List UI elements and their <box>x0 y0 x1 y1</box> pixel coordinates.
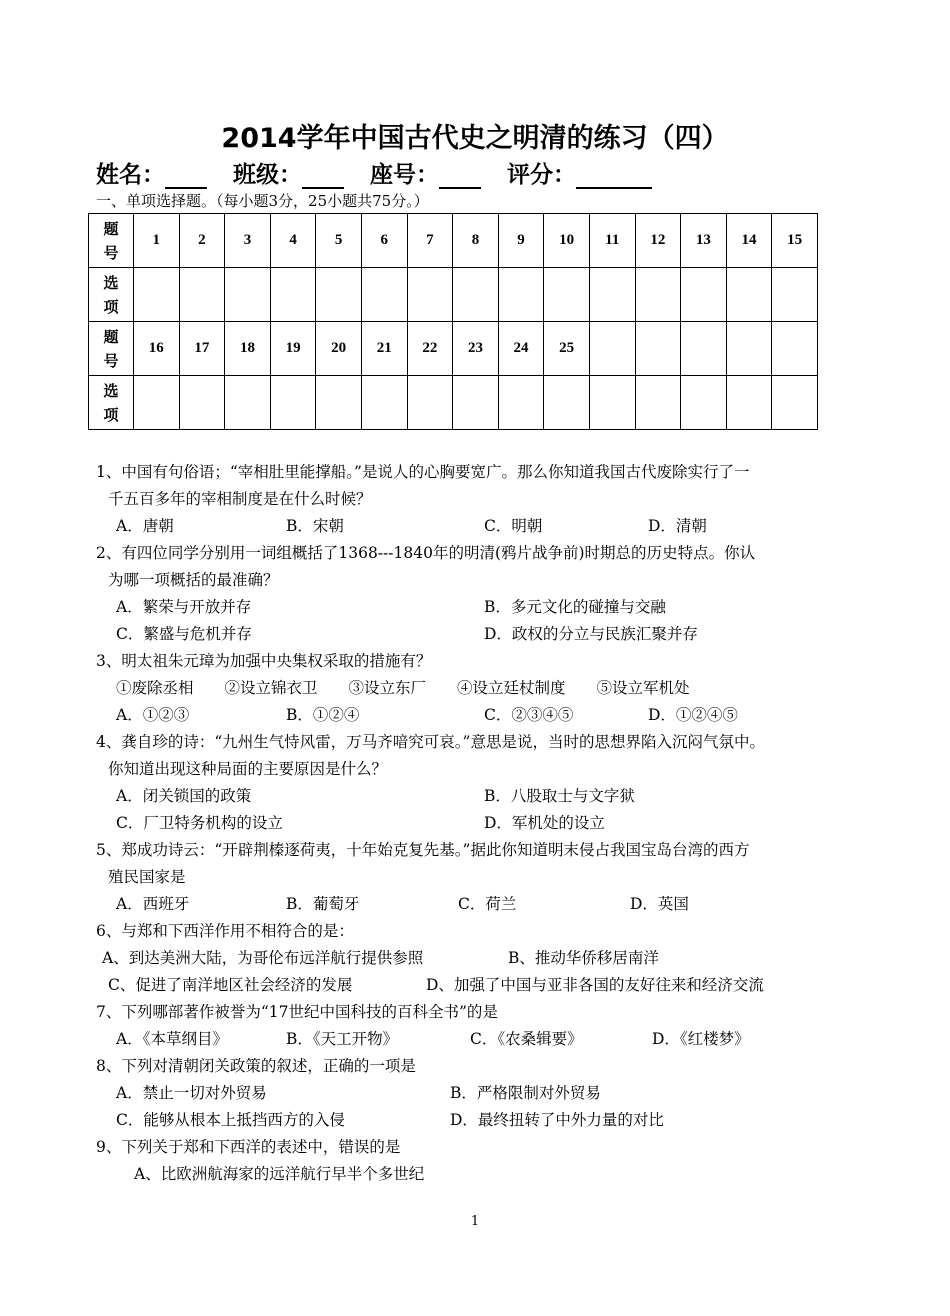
q7-option-a: A．《本草纲目》 <box>116 1030 228 1048</box>
q6-option-d: D、加强了中国与亚非各国的友好往来和经济交流 <box>426 976 764 994</box>
answer-cell[interactable] <box>453 268 499 322</box>
q1-stem-line1: 1、中国有句俗语；“宰相肚里能撑船。”是说人的心胸要宽广。那么你知道我国古代废除实行了一 <box>96 463 750 481</box>
q1-option-a: A．唐朝 <box>116 517 174 535</box>
answer-cell[interactable] <box>726 376 772 430</box>
answer-cell[interactable] <box>134 268 180 322</box>
q2-option-c: C．繁盛与危机并存 <box>116 625 252 643</box>
number-row-1 <box>89 214 818 268</box>
answer-cell[interactable] <box>635 376 681 430</box>
score-label: 评分： <box>507 162 577 188</box>
class-label: 班级： <box>233 162 303 188</box>
q5-option-c: C．荷兰 <box>458 895 517 913</box>
q7-stem-line1: 7、下列哪部著作被誉为“17世纪中国科技的百科全书”的是 <box>96 1003 498 1021</box>
answer-cell[interactable] <box>772 268 818 322</box>
answer-cell[interactable] <box>179 268 225 322</box>
q4-option-a: A．闭关锁国的政策 <box>116 787 252 805</box>
choice-row-1 <box>89 268 818 322</box>
q6-option-b: B、推动华侨移居南洋 <box>508 949 659 967</box>
number-cell <box>635 322 681 376</box>
answer-cell[interactable] <box>316 376 362 430</box>
number-cell: 9 <box>498 214 544 268</box>
number-cell: 20 <box>316 322 362 376</box>
number-cell: 12 <box>635 214 681 268</box>
number-row-2 <box>89 322 818 376</box>
choice-row-2 <box>89 376 818 430</box>
q1-option-d: D．清朝 <box>648 517 707 535</box>
answer-cell[interactable] <box>589 376 635 430</box>
page-number: 1 <box>470 1214 480 1229</box>
number-cell: 7 <box>407 214 453 268</box>
number-cell: 18 <box>225 322 271 376</box>
answer-cell[interactable] <box>270 268 316 322</box>
q7-option-b: B．《天工开物》 <box>286 1030 399 1048</box>
number-cell: 5 <box>316 214 362 268</box>
number-cell <box>589 322 635 376</box>
name-label: 姓名： <box>96 162 165 188</box>
number-cell: 21 <box>361 322 407 376</box>
seat-blank[interactable] <box>439 167 481 189</box>
row-header-number: 题 号 <box>89 214 134 268</box>
answer-cell[interactable] <box>681 268 727 322</box>
answer-cell[interactable] <box>681 376 727 430</box>
q4-stem-line1: 4、龚自珍的诗：“九州生气恃风雷，万马齐喑究可哀。”意思是说，当时的思想界陷入沉闷气氛中。 <box>96 733 765 751</box>
q8-option-d: D．最终扭转了中外力量的对比 <box>450 1111 664 1129</box>
number-cell <box>772 322 818 376</box>
q2-option-d: D．政权的分立与民族汇聚并存 <box>484 625 698 643</box>
q8-option-a: A．禁止一切对外贸易 <box>116 1084 267 1102</box>
number-cell: 1 <box>134 214 180 268</box>
number-cell <box>681 322 727 376</box>
row-header-choice: 选 项 <box>89 376 134 430</box>
q7-option-c: C．《农桑辑要》 <box>470 1030 583 1048</box>
seat-label: 座号： <box>370 162 440 188</box>
answer-cell[interactable] <box>316 268 362 322</box>
answer-cell[interactable] <box>544 376 590 430</box>
q8-stem-line1: 8、下列对清朝闭关政策的叙述，正确的一项是 <box>96 1057 416 1075</box>
student-info-line <box>96 156 670 189</box>
number-cell: 8 <box>453 214 499 268</box>
number-cell: 4 <box>270 214 316 268</box>
q6-stem-line1: 6、与郑和下西洋作用不相符合的是： <box>96 922 354 940</box>
answer-cell[interactable] <box>544 268 590 322</box>
number-cell: 6 <box>361 214 407 268</box>
answer-cell[interactable] <box>498 268 544 322</box>
q6-option-c: C、促进了南洋地区社会经济的发展 <box>108 976 353 994</box>
number-cell: 3 <box>225 214 271 268</box>
section-heading: 一、单项选择题。（每小题3分，25小题共75分。） <box>96 192 429 210</box>
answer-cell[interactable] <box>498 376 544 430</box>
number-cell: 11 <box>589 214 635 268</box>
q8-option-b: B．严格限制对外贸易 <box>450 1084 601 1102</box>
q1-option-c: C．明朝 <box>484 517 543 535</box>
number-cell: 16 <box>134 322 180 376</box>
q2-stem-line1: 2、有四位同学分别用一词组概括了1368---1840年的明清(鸦片战争前)时期总的历史特点。你认 <box>96 544 756 562</box>
number-cell: 19 <box>270 322 316 376</box>
q5-option-d: D．英国 <box>630 895 689 913</box>
q9-option-a: A、比欧洲航海家的远洋航行早半个多世纪 <box>134 1165 425 1183</box>
q3-option-c: C．②③④⑤ <box>484 706 574 724</box>
answer-cell[interactable] <box>225 376 271 430</box>
q2-option-a: A．繁荣与开放并存 <box>116 598 252 616</box>
q4-option-c: C．厂卫特务机构的设立 <box>116 814 283 832</box>
q4-option-b: B．八股取士与文字狱 <box>484 787 635 805</box>
row-header-number: 题 号 <box>89 322 134 376</box>
score-blank[interactable] <box>576 167 652 189</box>
answer-cell[interactable] <box>361 376 407 430</box>
q2-option-b: B．多元文化的碰撞与交融 <box>484 598 666 616</box>
q5-stem-line1: 5、郑成功诗云：“开辟荆榛逐荷夷，十年始克复先基。”据此你知道明末侵占我国宝岛台湾的西方 <box>96 841 750 859</box>
q8-option-c: C．能够从根本上抵挡西方的入侵 <box>116 1111 345 1129</box>
answer-cell[interactable] <box>726 268 772 322</box>
q1-option-b: B．宋朝 <box>286 517 344 535</box>
q5-option-b: B．葡萄牙 <box>286 895 360 913</box>
q1-stem-line2: 千五百多年的宰相制度是在什么时候？ <box>108 490 372 508</box>
answer-cell[interactable] <box>453 376 499 430</box>
q3-option-d: D．①②④⑤ <box>648 706 738 724</box>
number-cell: 24 <box>498 322 544 376</box>
q9-stem-line1: 9、下列关于郑和下西洋的表述中，错误的是 <box>96 1138 401 1156</box>
number-cell: 10 <box>544 214 590 268</box>
answer-cell[interactable] <box>270 376 316 430</box>
q7-option-d: D．《红楼梦》 <box>652 1030 750 1048</box>
number-cell <box>726 322 772 376</box>
number-cell: 25 <box>544 322 590 376</box>
number-cell: 23 <box>453 322 499 376</box>
q3-option-a: A．①②③ <box>116 706 190 724</box>
answer-cell[interactable] <box>134 376 180 430</box>
number-cell: 13 <box>681 214 727 268</box>
number-cell: 2 <box>179 214 225 268</box>
q4-stem-line2: 你知道出现这种局面的主要原因是什么？ <box>108 760 388 778</box>
q6-option-a: A、到达美洲大陆，为哥伦布远洋航行提供参照 <box>102 949 424 967</box>
answer-cell[interactable] <box>407 268 453 322</box>
q3-items: ①废除丞相 ②设立锦衣卫 ③设立东厂 ④设立廷杖制度 ⑤设立军机处 <box>116 679 690 697</box>
answer-cell[interactable] <box>772 376 818 430</box>
answer-table <box>88 213 818 430</box>
q5-stem-line2: 殖民国家是 <box>108 868 186 886</box>
q3-option-b: B．①②④ <box>286 706 360 724</box>
number-cell: 22 <box>407 322 453 376</box>
name-blank[interactable] <box>165 167 207 189</box>
number-cell: 17 <box>179 322 225 376</box>
q2-stem-line2: 为哪一项概括的最准确？ <box>108 571 279 589</box>
answer-cell[interactable] <box>225 268 271 322</box>
number-cell: 15 <box>772 214 818 268</box>
number-cell: 14 <box>726 214 772 268</box>
q3-stem-line1: 3、明太祖朱元璋为加强中央集权采取的措施有？ <box>96 652 432 670</box>
answer-cell[interactable] <box>179 376 225 430</box>
page-title: 2014学年中国古代史之明清的练习（四） <box>221 123 729 154</box>
answer-cell[interactable] <box>361 268 407 322</box>
answer-cell[interactable] <box>635 268 681 322</box>
answer-cell[interactable] <box>589 268 635 322</box>
row-header-choice: 选 项 <box>89 268 134 322</box>
answer-cell[interactable] <box>407 376 453 430</box>
class-blank[interactable] <box>302 167 344 189</box>
q4-option-d: D．军机处的设立 <box>484 814 605 832</box>
q5-option-a: A．西班牙 <box>116 895 190 913</box>
